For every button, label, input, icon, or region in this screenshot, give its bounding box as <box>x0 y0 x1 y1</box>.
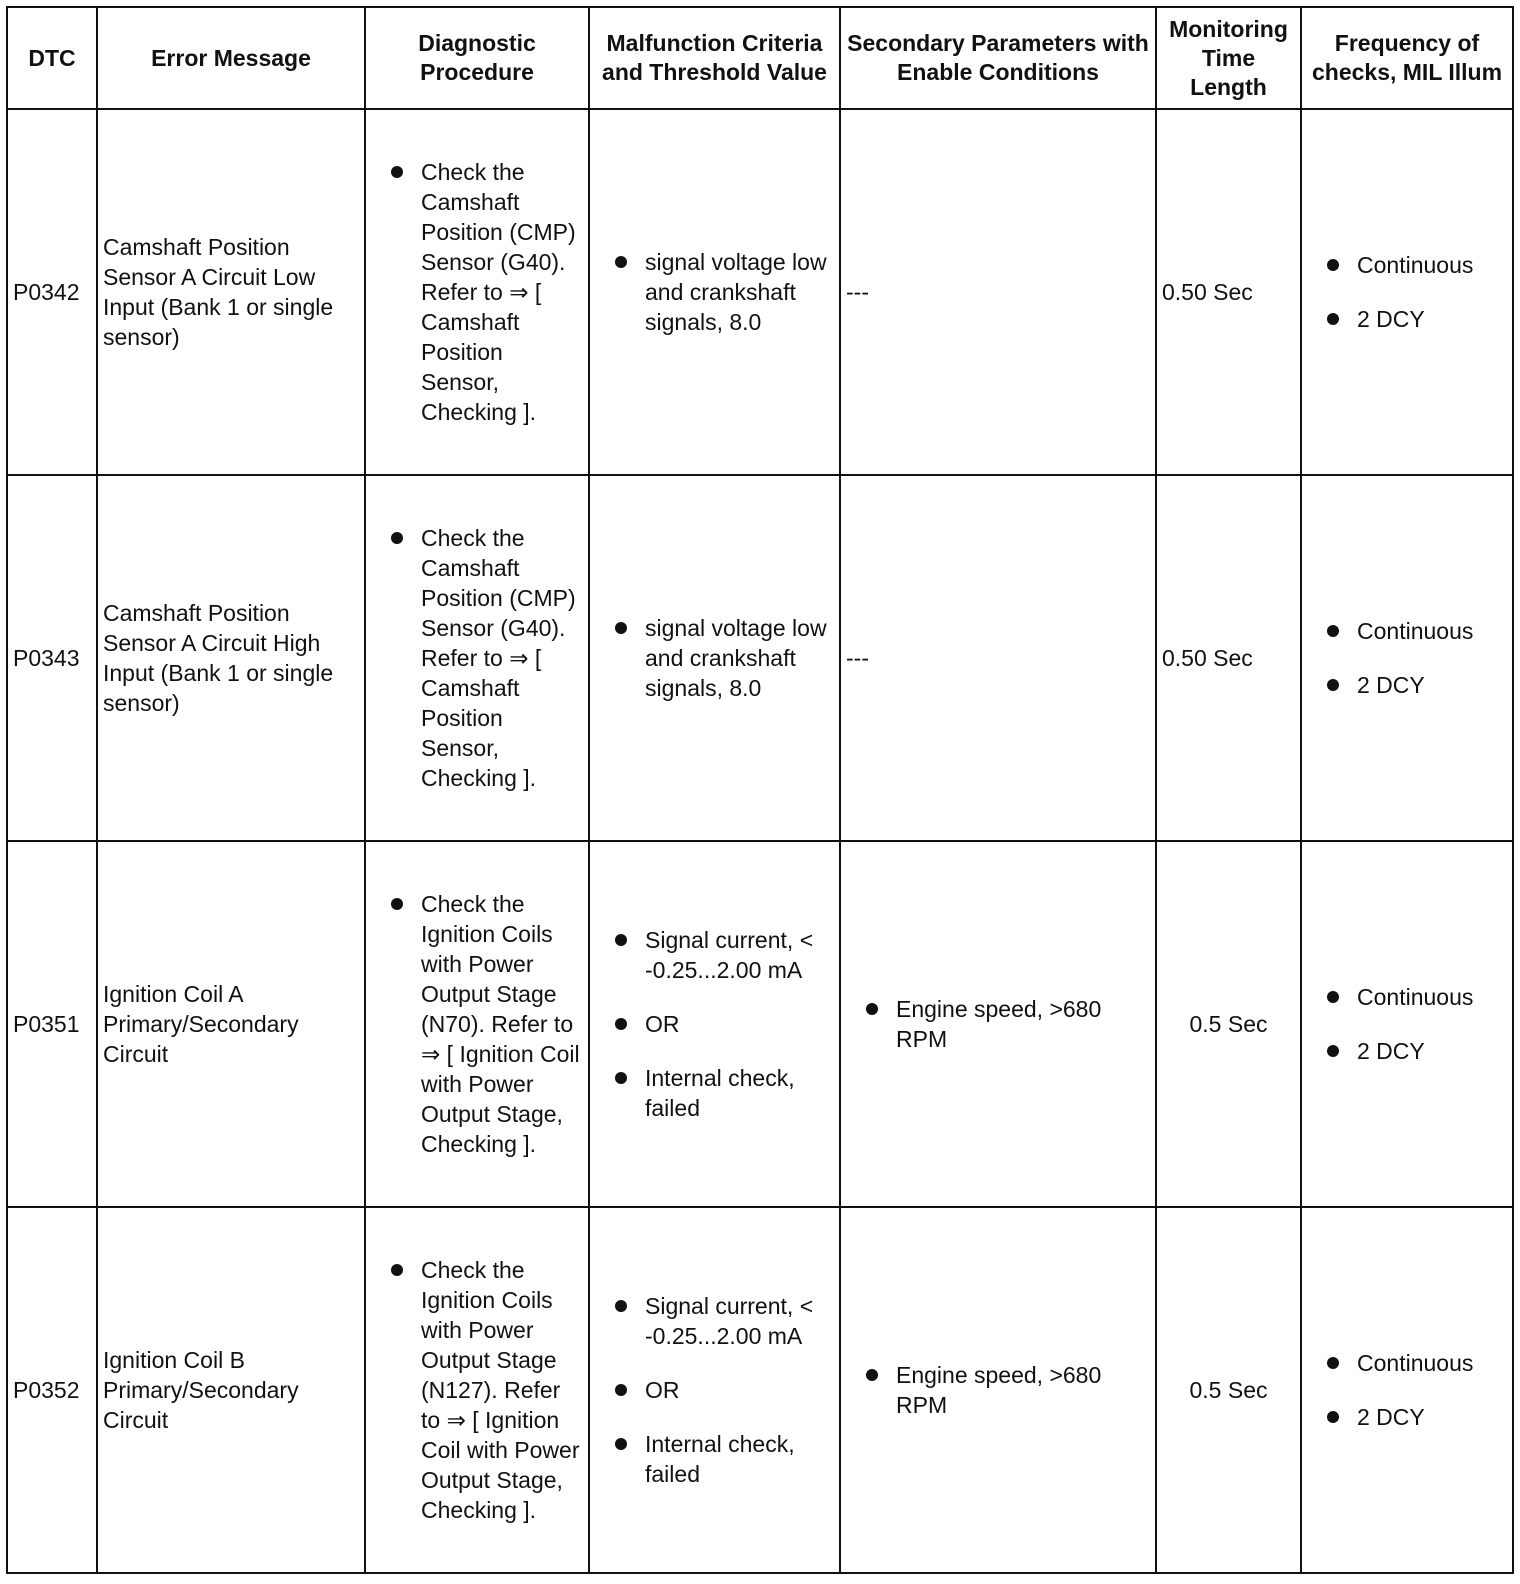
frequency-text: Continuous <box>1357 1350 1474 1376</box>
criteria-text: Signal current, < -0.25...2.00 mA <box>645 927 814 983</box>
bullet-icon <box>1327 1357 1339 1369</box>
bullet-icon <box>391 1264 403 1276</box>
bullet-icon <box>391 898 403 910</box>
procedure-list <box>371 523 583 793</box>
table-row <box>7 109 1513 475</box>
frequency-text: Continuous <box>1357 252 1474 278</box>
procedure-text: Check the Ignition Coils with Power Output Stage (N127). Refer to ⇒ [ Ignition Coil with Power Output Stage, Checking ]. <box>421 1257 580 1523</box>
header-monitoring-time: Monitoring Time Length <box>1156 7 1301 109</box>
bullet-icon <box>615 256 627 268</box>
malfunction-criteria <box>589 475 840 841</box>
dtc-table-wrapper <box>6 6 1514 1574</box>
secondary-item <box>846 994 1150 1054</box>
criteria-list <box>595 925 834 1123</box>
criteria-item <box>595 1291 834 1351</box>
dtc-code: P0343 <box>7 475 97 841</box>
bullet-icon <box>615 1300 627 1312</box>
criteria-item <box>595 1429 834 1489</box>
criteria-list <box>595 613 834 703</box>
error-message: Ignition Coil A Primary/Secondary Circuit <box>97 841 365 1207</box>
frequency-text: 2 DCY <box>1357 1038 1425 1064</box>
diagnostic-procedure <box>365 109 589 475</box>
frequency-text: 2 DCY <box>1357 1404 1425 1430</box>
procedure-item <box>371 523 583 793</box>
table-row <box>7 475 1513 841</box>
secondary-parameters <box>840 1207 1156 1573</box>
procedure-text: Check the Camshaft Position (CMP) Sensor (G40). Refer to ⇒ [ Camshaft Position Sensor, Checking ]. <box>421 525 576 791</box>
table-row <box>7 841 1513 1207</box>
criteria-text: signal voltage low and crankshaft signals, 8.0 <box>645 615 827 701</box>
criteria-text: Internal check, failed <box>645 1431 795 1487</box>
secondary-parameters: --- <box>840 109 1156 475</box>
frequency-list <box>1307 1348 1507 1432</box>
bullet-icon <box>866 1003 878 1015</box>
monitoring-time: 0.50 Sec <box>1156 475 1301 841</box>
criteria-list <box>595 247 834 337</box>
frequency-list <box>1307 250 1507 334</box>
header-error-message: Error Message <box>97 7 365 109</box>
bullet-icon <box>615 934 627 946</box>
bullet-icon <box>866 1369 878 1381</box>
table-row <box>7 1207 1513 1573</box>
frequency-item <box>1307 982 1507 1012</box>
procedure-item <box>371 157 583 427</box>
procedure-item <box>371 889 583 1159</box>
diagnostic-procedure <box>365 841 589 1207</box>
criteria-text: Signal current, < -0.25...2.00 mA <box>645 1293 814 1349</box>
criteria-item <box>595 1009 834 1039</box>
diagnostic-procedure <box>365 1207 589 1573</box>
procedure-list <box>371 889 583 1159</box>
procedure-list <box>371 157 583 427</box>
dtc-code: P0352 <box>7 1207 97 1573</box>
procedure-item <box>371 1255 583 1525</box>
frequency-item <box>1307 670 1507 700</box>
criteria-text: OR <box>645 1377 680 1403</box>
frequency-checks <box>1301 109 1513 475</box>
dtc-code: P0342 <box>7 109 97 475</box>
criteria-text: Internal check, failed <box>645 1065 795 1121</box>
dtc-table <box>6 6 1514 1574</box>
header-frequency: Frequency of checks, MIL Illum <box>1301 7 1513 109</box>
criteria-item <box>595 1375 834 1405</box>
bullet-icon <box>615 1438 627 1450</box>
frequency-text: Continuous <box>1357 618 1474 644</box>
dtc-code: P0351 <box>7 841 97 1207</box>
frequency-item <box>1307 1348 1507 1378</box>
bullet-icon <box>391 532 403 544</box>
criteria-text: signal voltage low and crankshaft signals, 8.0 <box>645 249 827 335</box>
secondary-list <box>846 994 1150 1054</box>
secondary-parameters <box>840 841 1156 1207</box>
procedure-list <box>371 1255 583 1525</box>
criteria-item <box>595 925 834 985</box>
bullet-icon <box>391 166 403 178</box>
frequency-text: 2 DCY <box>1357 672 1425 698</box>
header-malfunction-criteria: Malfunction Criteria and Threshold Value <box>589 7 840 109</box>
bullet-icon <box>1327 679 1339 691</box>
header-secondary-parameters: Secondary Parameters with Enable Conditions <box>840 7 1156 109</box>
criteria-item <box>595 1063 834 1123</box>
bullet-icon <box>615 1018 627 1030</box>
procedure-text: Check the Ignition Coils with Power Output Stage (N70). Refer to ⇒ [ Ignition Coil with Power Output Stage, Checking ]. <box>421 891 580 1157</box>
error-message: Camshaft Position Sensor A Circuit Low Input (Bank 1 or single sensor) <box>97 109 365 475</box>
frequency-list <box>1307 616 1507 700</box>
secondary-item <box>846 1360 1150 1420</box>
error-message: Camshaft Position Sensor A Circuit High Input (Bank 1 or single sensor) <box>97 475 365 841</box>
bullet-icon <box>1327 1411 1339 1423</box>
secondary-text: Engine speed, >680 RPM <box>896 996 1102 1052</box>
bullet-icon <box>615 1072 627 1084</box>
secondary-list <box>846 1360 1150 1420</box>
bullet-icon <box>1327 259 1339 271</box>
frequency-checks <box>1301 841 1513 1207</box>
criteria-item <box>595 247 834 337</box>
bullet-icon <box>1327 1045 1339 1057</box>
secondary-text: Engine speed, >680 RPM <box>896 1362 1102 1418</box>
criteria-text: OR <box>645 1011 680 1037</box>
secondary-parameters: --- <box>840 475 1156 841</box>
header-row <box>7 7 1513 109</box>
bullet-icon <box>1327 991 1339 1003</box>
procedure-text: Check the Camshaft Position (CMP) Sensor (G40). Refer to ⇒ [ Camshaft Position Sensor, Checking ]. <box>421 159 576 425</box>
frequency-checks <box>1301 1207 1513 1573</box>
header-dtc: DTC <box>7 7 97 109</box>
malfunction-criteria <box>589 1207 840 1573</box>
diagnostic-procedure <box>365 475 589 841</box>
frequency-item <box>1307 1036 1507 1066</box>
header-diagnostic-procedure: Diagnostic Procedure <box>365 7 589 109</box>
malfunction-criteria <box>589 109 840 475</box>
malfunction-criteria <box>589 841 840 1207</box>
monitoring-time: 0.5 Sec <box>1156 1207 1301 1573</box>
frequency-text: 2 DCY <box>1357 306 1425 332</box>
bullet-icon <box>1327 313 1339 325</box>
bullet-icon <box>1327 625 1339 637</box>
frequency-item <box>1307 250 1507 280</box>
monitoring-time: 0.50 Sec <box>1156 109 1301 475</box>
frequency-item <box>1307 616 1507 646</box>
frequency-checks <box>1301 475 1513 841</box>
frequency-list <box>1307 982 1507 1066</box>
bullet-icon <box>615 622 627 634</box>
error-message: Ignition Coil B Primary/Secondary Circuit <box>97 1207 365 1573</box>
criteria-list <box>595 1291 834 1489</box>
criteria-item <box>595 613 834 703</box>
frequency-item <box>1307 1402 1507 1432</box>
monitoring-time: 0.5 Sec <box>1156 841 1301 1207</box>
frequency-item <box>1307 304 1507 334</box>
frequency-text: Continuous <box>1357 984 1474 1010</box>
bullet-icon <box>615 1384 627 1396</box>
